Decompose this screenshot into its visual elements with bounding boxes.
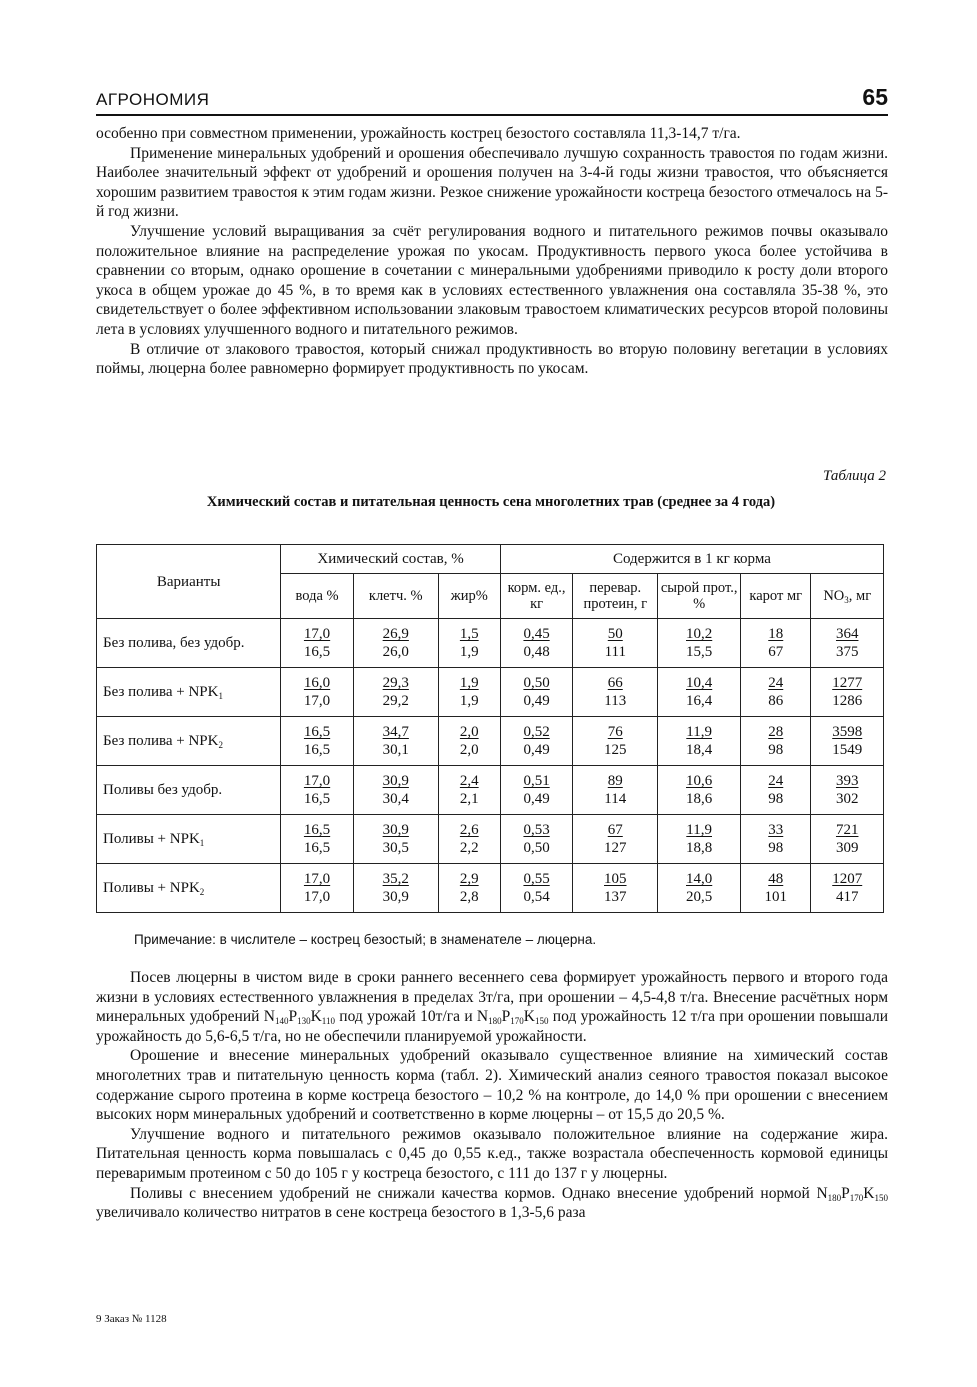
denominator-value: 18,4: [686, 742, 713, 758]
paragraph: Посев люцерны в чистом виде в сроки раннего весеннего сева формирует урожайность первого и второго года жизни в условиях естественного увлажнения в пределах 3т/га, при орошении – 4,5-4,8 т/га. Внесение расчётных норм минеральных удобрений $N_{140}P_{130}K_{110}$ под урожай 10т/га и $N_{180}P_{170}K_{150}$ под урожайность 12 т/га при орошении повышали урожайность до 5,6-6,5 т/га, но не обеспечили планируемой урожайности.: [96, 969, 888, 1045]
numerator-value: 24: [768, 675, 784, 691]
value-cell: [573, 717, 658, 766]
numerator-value: 721: [835, 822, 859, 838]
col-header: перевар. протеин, г: [573, 574, 658, 619]
denominator-value: 15,5: [686, 644, 713, 660]
header-chem-group: Химический состав, %: [281, 545, 501, 574]
col-header: $NO_3$, мг: [811, 574, 884, 619]
denominator-value: 30,9: [382, 889, 409, 905]
numerator-value: 0,53: [523, 822, 550, 838]
numerator-value: 34,7: [382, 724, 409, 740]
denominator-value: 0,49: [523, 693, 550, 709]
value-cell: [741, 668, 811, 717]
numerator-value: 2,9: [459, 871, 479, 887]
value-cell: [658, 815, 741, 864]
table-row: [97, 766, 884, 815]
numerator-value: 364: [835, 626, 859, 642]
denominator-value: 0,48: [523, 644, 550, 660]
value-cell: [353, 668, 438, 717]
numerator-value: 14,0: [686, 871, 713, 887]
value-cell: [281, 864, 353, 913]
paragraph: особенно при совместном применении, урожайность кострец безостого составляла 11,3-14,7 т/га.: [96, 125, 741, 142]
col-header: сырой прот., %: [658, 574, 741, 619]
numerator-value: 26,9: [382, 626, 409, 642]
value-cell: [438, 766, 500, 815]
numerator-value: 33: [768, 822, 784, 838]
value-cell: [741, 717, 811, 766]
denominator-value: 30,5: [382, 840, 409, 856]
denominator-value: 30,1: [382, 742, 409, 758]
col-header: карот мг: [741, 574, 811, 619]
value-cell: [353, 766, 438, 815]
denominator-value: 16,5: [303, 840, 331, 856]
paragraph: Поливы с внесением удобрений не снижали качества кормов. Однако внесение удобрений нормой $N_{180}P_{170}K_{150}$ увеличивало количество нитратов в сене костреца безостого в 1,3-5,6 раза: [96, 1184, 888, 1222]
col-header: клетч. %: [353, 574, 438, 619]
numerator-value: 0,50: [523, 675, 550, 691]
numerator-value: 2,0: [459, 724, 479, 740]
value-cell: [573, 815, 658, 864]
denominator-value: 0,54: [523, 889, 550, 905]
intro-text: [96, 124, 888, 379]
paragraph: Улучшение условий выращивания за счёт регулирования водного и питательного режимов почвы оказывало положительное влияние на распределение урожая по укосам. Продуктивность первого укоса более устойчива в сравнении со вторым, однако орошение в сочетании с минеральными удобрениями приводило к росту доли второго укоса в общем урожае до 45 %, в то время как в условиях естественного увлажнения она составляла 35-38 %, это свидетельствует о более эффективном использовании злаковым травостоем климатических ресурсов второй половины лета в условиях улучшенного водного и питательного режимов.: [96, 222, 888, 338]
value-cell: [500, 864, 572, 913]
numerator-value: 10,2: [686, 626, 713, 642]
denominator-value: 2,2: [459, 840, 479, 856]
denominator-value: 67: [768, 644, 784, 660]
numerator-value: 17,0: [303, 773, 331, 789]
value-cell: [500, 717, 572, 766]
paragraph: Применение минеральных удобрений и орошения обеспечивало лучшую сохранность травостоя по годам жизни. Наиболее значительный эффект от удобрений и орошения получен на 3-4-й годы жизни травостоя, что объясняется хорошим развитием травостоя к этим годам жизни. Резкое снижение урожайности костреца безостого отмечалось на 5-й год жизни.: [96, 144, 888, 221]
numerator-value: 48: [768, 871, 784, 887]
table-row: [97, 717, 884, 766]
denominator-value: 16,4: [686, 693, 713, 709]
value-cell: [811, 717, 884, 766]
numerator-value: 10,4: [686, 675, 713, 691]
value-cell: [281, 766, 353, 815]
numerator-value: 67: [607, 822, 623, 838]
numerator-value: 89: [607, 773, 623, 789]
value-cell: [811, 815, 884, 864]
value-cell: [658, 864, 741, 913]
footer-note: 9 Заказ № 1128: [96, 1313, 167, 1325]
table-row: [97, 864, 884, 913]
denominator-value: 18,6: [686, 791, 713, 807]
numerator-value: 17,0: [303, 871, 331, 887]
value-cell: [281, 717, 353, 766]
col-header: корм. ед., кг: [500, 574, 572, 619]
denominator-value: 417: [835, 889, 859, 905]
denominator-value: 16,5: [303, 644, 331, 660]
value-cell: [658, 668, 741, 717]
denominator-value: 86: [768, 693, 784, 709]
numerator-value: 35,2: [382, 871, 409, 887]
numerator-value: 16,5: [303, 724, 331, 740]
denominator-value: 2,1: [459, 791, 479, 807]
after-text: [96, 968, 888, 1223]
denominator-value: 302: [835, 791, 859, 807]
numerator-value: 18: [768, 626, 784, 642]
numerator-value: 30,9: [382, 822, 409, 838]
value-cell: [573, 668, 658, 717]
variant-cell: Без полива + $NPK_2$: [97, 717, 281, 766]
value-cell: [281, 815, 353, 864]
header-content-group: Содержится в 1 кг корма: [500, 545, 883, 574]
numerator-value: 10,6: [686, 773, 713, 789]
table-row: [97, 619, 884, 668]
value-cell: [438, 619, 500, 668]
denominator-value: 0,49: [523, 742, 550, 758]
table-row: [97, 815, 884, 864]
numerator-value: 2,6: [459, 822, 479, 838]
variant-cell: Без полива + $NPK_1$: [97, 668, 281, 717]
numerator-value: 11,9: [686, 822, 712, 838]
numerator-value: 1,9: [459, 675, 479, 691]
numerator-value: 0,55: [523, 871, 550, 887]
value-cell: [658, 619, 741, 668]
numerator-value: 50: [607, 626, 623, 642]
denominator-value: 30,4: [382, 791, 409, 807]
variant-cell: Поливы + $NPK_2$: [97, 864, 281, 913]
value-cell: [811, 619, 884, 668]
value-cell: [811, 766, 884, 815]
denominator-value: 0,50: [523, 840, 550, 856]
numerator-value: 2,4: [459, 773, 479, 789]
numerator-value: 393: [835, 773, 859, 789]
denominator-value: 20,5: [686, 889, 713, 905]
numerator-value: 0,45: [523, 626, 550, 642]
denominator-value: 1549: [832, 742, 863, 758]
value-cell: [811, 864, 884, 913]
value-cell: [281, 668, 353, 717]
value-cell: [281, 619, 353, 668]
denominator-value: 1,9: [459, 693, 479, 709]
table-body: [97, 619, 884, 913]
numerator-value: 17,0: [303, 626, 331, 642]
numerator-value: 11,9: [686, 724, 712, 740]
denominator-value: 2,0: [459, 742, 479, 758]
table-label: Таблица 2: [823, 468, 886, 484]
numerator-value: 16,5: [303, 822, 331, 838]
value-cell: [353, 815, 438, 864]
value-cell: [500, 668, 572, 717]
col-header: жир%: [438, 574, 500, 619]
col-header: вода %: [281, 574, 353, 619]
value-cell: [573, 864, 658, 913]
denominator-value: 1286: [832, 693, 863, 709]
value-cell: [500, 619, 572, 668]
denominator-value: 16,5: [303, 791, 331, 807]
value-cell: [438, 668, 500, 717]
section-title: АГРОНОМИЯ: [96, 90, 210, 109]
numerator-value: 16,0: [303, 675, 331, 691]
denominator-value: 16,5: [303, 742, 331, 758]
denominator-value: 98: [768, 840, 784, 856]
table-row: [97, 668, 884, 717]
value-cell: [573, 766, 658, 815]
header-variants: Варианты: [97, 545, 281, 619]
denominator-value: 101: [764, 889, 787, 905]
denominator-value: 0,49: [523, 791, 550, 807]
denominator-value: 127: [604, 840, 627, 856]
value-cell: [353, 717, 438, 766]
numerator-value: 1207: [832, 871, 863, 887]
value-cell: [741, 766, 811, 815]
variant-cell: Без полива, без удобр.: [97, 619, 281, 668]
numerator-value: 29,3: [382, 675, 409, 691]
denominator-value: 125: [604, 742, 627, 758]
value-cell: [658, 717, 741, 766]
numerator-value: 28: [768, 724, 784, 740]
paragraph: В отличие от злакового травостоя, который снижал продуктивность во вторую половину вегетации в условиях поймы, люцерна более равномерно формирует продуктивность по укосам.: [96, 340, 888, 378]
denominator-value: 26,0: [382, 644, 409, 660]
numerator-value: 0,52: [523, 724, 550, 740]
numerator-value: 30,9: [382, 773, 409, 789]
paragraph: Улучшение водного и питательного режимов оказывало положительное влияние на содержание жира. Питательная ценность корма повышалась с 0,45 до 0,55 к.ед., также возрастала обеспеченность кормовой единицы переваримым протеином с 50 до 105 г у костреца безостого, с 111 до 137 г у люцерны.: [96, 1125, 888, 1182]
page-number: 65: [862, 84, 888, 110]
variant-cell: Поливы без удобр.: [97, 766, 281, 815]
numerator-value: 66: [607, 675, 623, 691]
value-cell: [438, 815, 500, 864]
denominator-value: 18,8: [686, 840, 713, 856]
value-cell: [573, 619, 658, 668]
value-cell: [741, 864, 811, 913]
denominator-value: 29,2: [382, 693, 409, 709]
denominator-value: 111: [604, 644, 626, 660]
data-table: [96, 544, 884, 913]
value-cell: [658, 766, 741, 815]
denominator-value: 113: [604, 693, 627, 709]
value-cell: [438, 864, 500, 913]
running-head: [96, 84, 888, 116]
numerator-value: 1,5: [459, 626, 479, 642]
denominator-value: 309: [835, 840, 859, 856]
denominator-value: 98: [768, 791, 784, 807]
denominator-value: 98: [768, 742, 784, 758]
value-cell: [811, 668, 884, 717]
denominator-value: 375: [835, 644, 859, 660]
numerator-value: 3598: [832, 724, 863, 740]
value-cell: [353, 864, 438, 913]
value-cell: [438, 717, 500, 766]
numerator-value: 105: [604, 871, 627, 887]
table-note: Примечание: в числителе – кострец безостый; в знаменателе – люцерна.: [134, 932, 597, 947]
denominator-value: 17,0: [303, 889, 331, 905]
variant-cell: Поливы + $NPK_1$: [97, 815, 281, 864]
value-cell: [500, 815, 572, 864]
denominator-value: 114: [604, 791, 627, 807]
denominator-value: 2,8: [459, 889, 479, 905]
numerator-value: 24: [768, 773, 784, 789]
value-cell: [741, 619, 811, 668]
denominator-value: 1,9: [459, 644, 479, 660]
paragraph: Орошение и внесение минеральных удобрений оказывало существенное влияние на химический состав многолетних трав и питательную ценность корма (табл. 2). Химический анализ сеяного травостоя показал высокое содержание сырого протеина в корме костреца безостого – 10,2 % на контроле, до 14,0 % при орошении с внесением высоких норм минеральных удобрений и соответственно в корме люцерны – от 15,5 до 20,5 %.: [96, 1047, 888, 1124]
numerator-value: 0,51: [523, 773, 550, 789]
denominator-value: 17,0: [303, 693, 331, 709]
numerator-value: 1277: [832, 675, 863, 691]
numerator-value: 76: [607, 724, 623, 740]
table-caption: Химический состав и питательная ценность сена многолетних трав (среднее за 4 года): [206, 494, 776, 510]
value-cell: [353, 619, 438, 668]
value-cell: [500, 766, 572, 815]
value-cell: [741, 815, 811, 864]
denominator-value: 137: [604, 889, 627, 905]
